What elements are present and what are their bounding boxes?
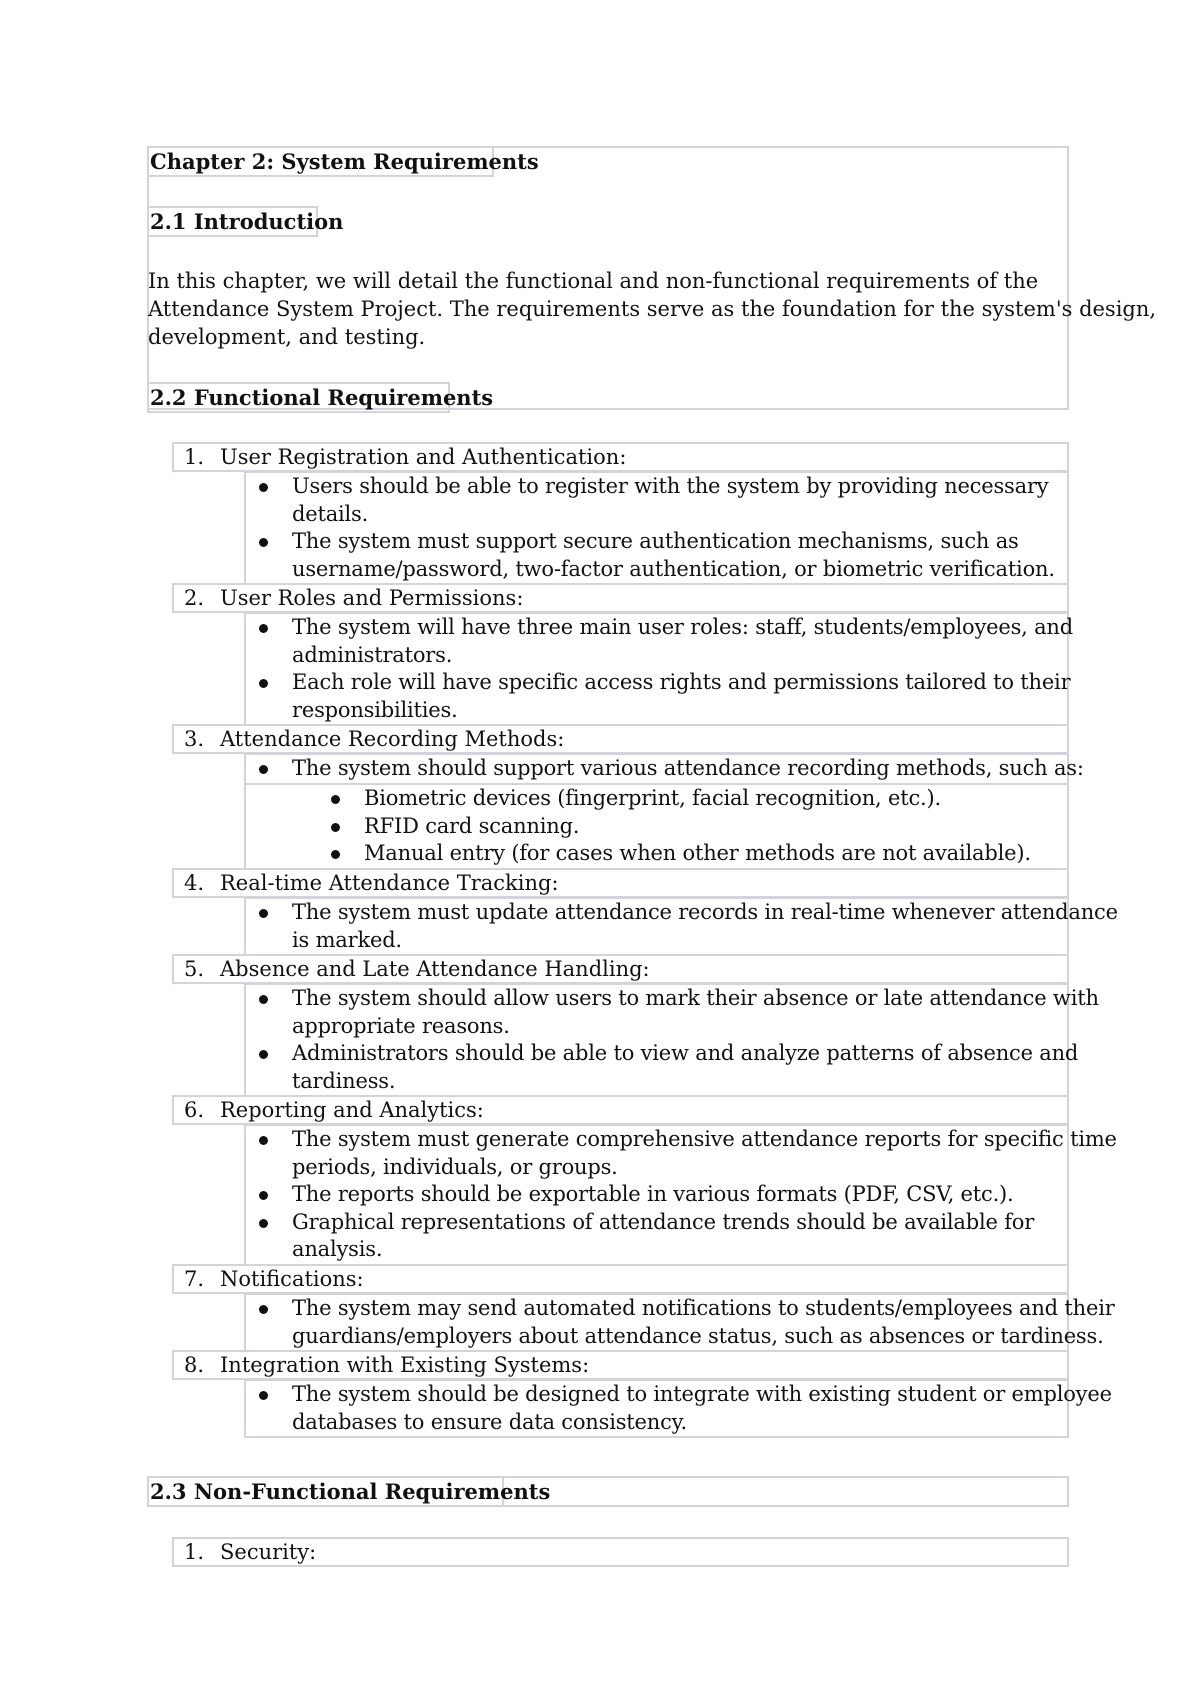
bullet-dot [259, 1391, 268, 1400]
item-title: Real-time Attendance Tracking: [220, 871, 559, 895]
bullet-dot [259, 1191, 268, 1200]
bullet-group [244, 1124, 1117, 1266]
bullet-group [244, 983, 1099, 1097]
bullet-group [244, 753, 1084, 785]
bullet-text-line: appropriate reasons. [292, 1013, 510, 1038]
bullet-text-line: guardians/employers about attendance status, such as absences or tardiness. [292, 1323, 1104, 1348]
bullet-group [244, 471, 1069, 585]
bullet-text-line: administrators. [292, 642, 453, 667]
bullet-dot [259, 995, 268, 1004]
bullet-text-line: The system should allow users to mark their absence or late attendance with [292, 986, 1099, 1010]
functional-item-row [172, 1264, 1069, 1294]
intro-paragraph [148, 267, 1157, 351]
sub-bullet-text: RFID card scanning. [364, 813, 580, 838]
nonfunctional-heading: 2.3 Non-Functional Requirements [150, 1479, 551, 1504]
bullet-group [244, 897, 1118, 956]
item-title: User Roles and Permissions: [220, 586, 524, 610]
sub-bullet-group [244, 783, 1069, 870]
bullet-dot [259, 1136, 268, 1145]
bullet-text-line: The system will have three main user roles: staff, students/employees, and [292, 615, 1073, 639]
bullet-text-line: periods, individuals, or groups. [292, 1154, 618, 1179]
bullet-dot [259, 624, 268, 633]
bullet-text-line: tardiness. [292, 1068, 396, 1093]
functional-item-row [172, 1350, 1069, 1380]
item-number: 3. [184, 727, 205, 751]
item-title: User Registration and Authentication: [220, 445, 627, 469]
bullet-text-line: The system may send automated notifications to students/employees and their [292, 1296, 1115, 1320]
chapter-title: Chapter 2: System Requirements [150, 149, 539, 174]
bullet-text-line: The system must update attendance records in real-time whenever attendance [292, 900, 1118, 924]
bullet-group [244, 1379, 1112, 1438]
bullet-group [244, 1293, 1115, 1352]
nonfunctional-item-1-box [172, 1537, 1069, 1567]
bullet-text-line: The system should support various attendance recording methods, such as: [292, 756, 1084, 780]
bullet-text-line: databases to ensure data consistency. [292, 1409, 687, 1434]
bullet-group [244, 612, 1073, 726]
functional-heading: 2.2 Functional Requirements [150, 385, 494, 410]
sub-bullet-dot [331, 850, 340, 859]
item-title: Notifications: [220, 1267, 364, 1291]
item-number: 5. [184, 957, 205, 981]
item-number: 1. [184, 445, 205, 469]
item-title: Attendance Recording Methods: [220, 727, 565, 751]
item-title: Reporting and Analytics: [220, 1098, 484, 1122]
bullet-text-line: Each role will have specific access rights and permissions tailored to their [292, 670, 1071, 695]
functional-item-row [172, 868, 1069, 898]
intro-line-1: In this chapter, we will detail the functional and non-functional requirements of the [148, 269, 1039, 293]
intro-heading: 2.1 Introduction [150, 209, 344, 234]
item-title: Integration with Existing Systems: [220, 1353, 590, 1377]
bullet-dot [259, 1050, 268, 1059]
functional-item-row [172, 954, 1069, 984]
item-title: Absence and Late Attendance Handling: [220, 957, 650, 981]
sub-bullet-text: Biometric devices (fingerprint, facial recognition, etc.). [364, 786, 941, 810]
bullet-text-line: is marked. [292, 927, 402, 952]
item-number: 7. [184, 1267, 205, 1291]
bullet-text-line: The system must generate comprehensive attendance reports for specific time [292, 1127, 1117, 1151]
bullet-text-line: Graphical representations of attendance trends should be available for [292, 1209, 1035, 1234]
intro-line-2: Attendance System Project. The requirements serve as the foundation for the system's design, [148, 297, 1157, 321]
bullet-dot [259, 483, 268, 492]
intro-line-3: development, and testing. [148, 325, 426, 349]
bullet-dot [259, 1219, 268, 1228]
bullet-dot [259, 679, 268, 688]
sub-bullet-dot [331, 795, 340, 804]
item-number: 2. [184, 586, 205, 610]
nonfunctional-item-number: 1. [184, 1540, 205, 1564]
bullet-text-line: username/password, two-factor authentication, or biometric verification. [292, 556, 1055, 581]
functional-item-row [172, 724, 1069, 754]
sub-bullet-text: Manual entry (for cases when other methods are not available). [364, 841, 1031, 866]
bullet-dot [259, 765, 268, 774]
functional-item-row [172, 583, 1069, 613]
bullet-text-line: Administrators should be able to view and analyze patterns of absence and [292, 1041, 1079, 1066]
item-number: 6. [184, 1098, 205, 1122]
bullet-text-line: details. [292, 501, 369, 526]
bullet-dot [259, 909, 268, 918]
bullet-text-line: responsibilities. [292, 697, 458, 722]
bullet-text-line: The system must support secure authentication mechanisms, such as [292, 529, 1019, 554]
functional-item-row [172, 1095, 1069, 1125]
sub-bullet-dot [331, 823, 340, 832]
item-number: 8. [184, 1353, 205, 1377]
bullet-text-line: The system should be designed to integrate with existing student or employee [292, 1382, 1112, 1406]
item-number: 4. [184, 871, 205, 895]
bullet-dot [259, 538, 268, 547]
nonfunctional-item-title: Security: [220, 1540, 317, 1564]
bullet-text-line: The reports should be exportable in various formats (PDF, CSV, etc.). [292, 1182, 1014, 1207]
bullet-text-line: Users should be able to register with the system by providing necessary [292, 474, 1049, 498]
functional-item-row [172, 442, 1069, 472]
bullet-dot [259, 1305, 268, 1314]
bullet-text-line: analysis. [292, 1237, 383, 1262]
